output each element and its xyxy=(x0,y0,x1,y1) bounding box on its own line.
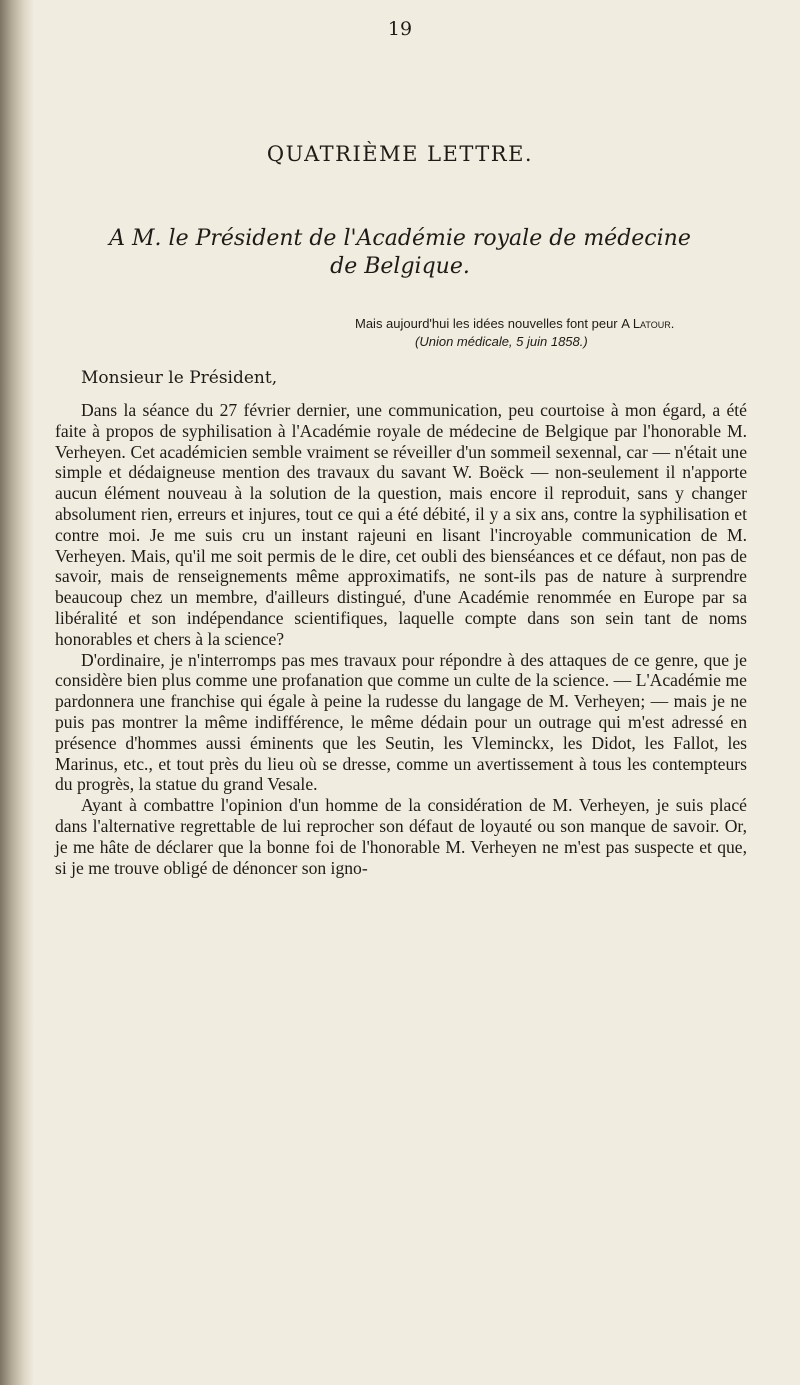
epigraph-quote: Mais aujourd'hui les idées nouvelles font peur xyxy=(355,316,618,331)
epigraph-line-1 xyxy=(355,315,755,333)
salutation: Monsieur le Président, xyxy=(81,368,278,388)
dedication-line-1: A M. le Président de l'Académie royale de médecine xyxy=(109,226,691,251)
paragraph-1: Dans la séance du 27 février dernier, une communication, peu courtoise à mon égard, a été faite à propos de syphilisation à l'Académie royale de médecine de Belgique par l'honorable M. Verheyen. Cet académicien semble vraiment se réveiller d'un sommeil sexennal, car — n'était une simple et dédaigneuse mention des travaux du savant W. Boëck — non-seulement il n'apporte aucun élément nouveau à la solution de la question, mais encore il reproduit, sans y changer absolument rien, erreurs et injures, tout ce qui a été débité, il y a six ans, contre la syphilisation et contre moi. Je me suis cru un instant rajeuni en lisant l'incroyable communication de M. Verheyen. Mais, qu'il me soit permis de le dire, cet oubli des bienséances et ce défaut, non pas de savoir, mais de renseignements même approximatifs, ne sont-ils pas de nature à surprendre beaucoup chez un membre, d'ailleurs distingué, d'une Académie renommée en Europe par sa libéralité et son indépendance scientifiques, laquelle compte dans son sein tant de noms honorables et chers à la science? xyxy=(55,400,747,649)
page-number: 19 xyxy=(387,18,413,40)
dedication xyxy=(55,225,745,281)
paragraph-2: D'ordinaire, je n'interromps pas mes travaux pour répondre à des attaques de ce genre, que je considère bien plus comme une profanation que comme un culte de la science. — L'Académie me pardonnera une franchise qui égale à peine la rudesse du langage de M. Verheyen; — mais je ne puis pas montrer la même indifférence, le même dédain pour un outrage qui m'est adressé en présence d'hommes aussi éminents que les Seutin, les Vleminckx, les Didot, les Fallot, les Marinus, etc., et tout près du lieu où se dresse, comme un avertissement à tous les contempteurs du progrès, la statue du grand Vesale. xyxy=(55,649,747,795)
document-page xyxy=(55,0,755,1385)
dedication-line-2: de Belgique. xyxy=(330,254,470,279)
epigraph-source: (Union médicale, 5 juin 1858.) xyxy=(415,334,588,349)
paragraph-3: Ayant à combattre l'opinion d'un homme de la considération de M. Verheyen, je suis placé dans l'alternative regrettable de lui reprocher son défaut de loyauté ou son manque de savoir. Or, je me hâte de déclarer que la bonne foi de l'honorable M. Verheyen ne m'est pas suspecte et que, si je me trouve obligé de dénoncer son igno- xyxy=(55,795,747,878)
letter-body xyxy=(55,400,747,878)
book-spine-shadow xyxy=(0,0,34,1385)
section-title: QUATRIÈME LETTRE. xyxy=(266,142,534,166)
epigraph xyxy=(355,315,755,351)
epigraph-author: A Latour. xyxy=(621,316,675,331)
